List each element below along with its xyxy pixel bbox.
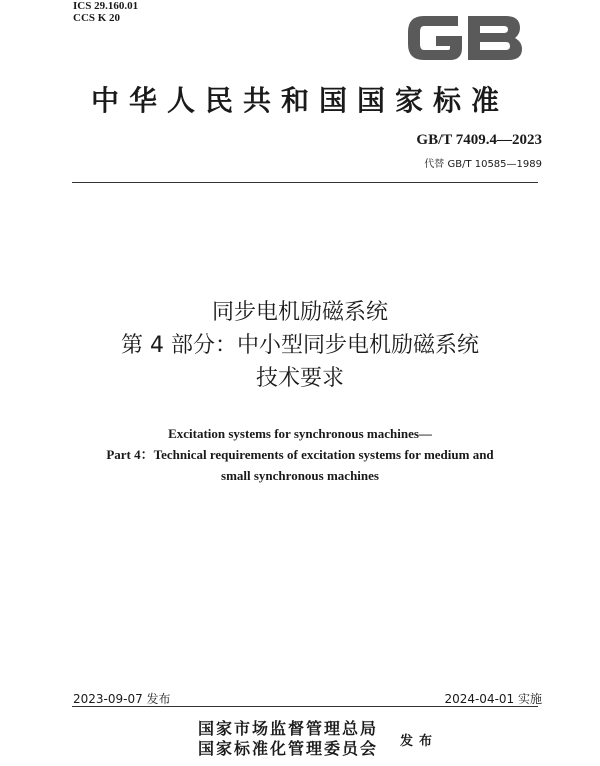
issuer-samr: 国家市场监督管理总局 [198, 719, 379, 738]
english-title [0, 423, 600, 486]
footer-divider [72, 706, 538, 707]
english-title-line-3: small synchronous machines [221, 468, 379, 483]
standard-number: GB/T 7409.4—2023 [416, 132, 542, 148]
chinese-title-line-1: 同步电机励磁系统 [211, 300, 388, 325]
issued-label: 发布 [400, 734, 439, 749]
replaces-standard: 代替 GB/T 10585—1989 [424, 159, 542, 170]
implement-date: 2024-04-01 实施 [444, 692, 542, 706]
gb-logo [404, 8, 526, 68]
chinese-title [0, 296, 600, 395]
issuer-sac: 国家标准化管理委员会 [198, 739, 379, 758]
chinese-title-line-3: 技术要求 [255, 366, 344, 391]
header-divider [72, 182, 538, 183]
gb-logo-letters [408, 16, 522, 60]
ccs-code: CCS K 20 [73, 12, 121, 24]
chinese-title-line-2: 第 4 部分：中小型同步电机励磁系统 [121, 333, 479, 358]
issuing-authorities [198, 719, 378, 759]
country-standard-title: 中华人民共和国国家标准 [90, 84, 509, 117]
english-title-line-2: Part 4：Technical requirements of excitation systems for medium and [106, 447, 494, 462]
english-title-line-1: Excitation systems for synchronous machines— [168, 426, 432, 441]
publish-date: 2023-09-07 发布 [73, 692, 171, 706]
classification-codes [73, 0, 138, 24]
ics-code: ICS 29.160.01 [73, 0, 139, 12]
